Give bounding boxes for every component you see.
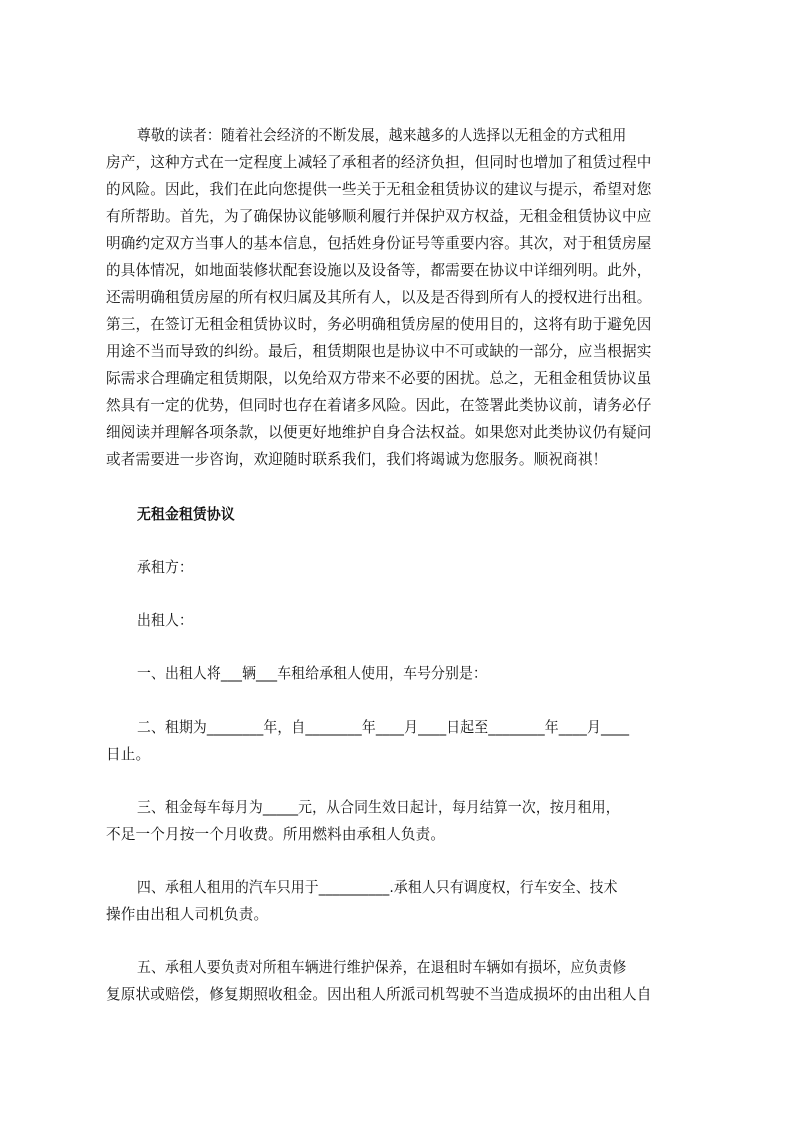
intro-line-2: 房产，这种方式在一定程度上减轻了承租者的经济负担，但同时也增加了租赁过程中: [106, 154, 652, 171]
clause-2-line-1: 二、租期为________年，自________年____月____日起至________年____月____: [137, 719, 630, 736]
intro-line-8: 第三，在签订无租金租赁协议时，务必明确租赁房屋的使用目的，这将有助于避免因: [106, 316, 652, 333]
intro-line-1: 尊敬的读者：随着社会经济的不断发展，越来越多的人选择以无租金的方式租用: [137, 127, 627, 144]
intro-line-5: 明确约定双方当事人的基本信息，包括姓身份证号等重要内容。其次，对于租赁房屋: [106, 235, 652, 252]
intro-line-6: 的具体情况，如地面装修状配套设施以及设备等，都需要在协议中详细列明。此外，: [106, 262, 652, 279]
intro-line-11: 然具有一定的优势，但同时也存在着诸多风险。因此，在签署此类协议前，请务必仔: [106, 397, 652, 414]
intro-line-4: 有所帮助。首先，为了确保协议能够顺利履行并保护双方权益，无租金租赁协议中应: [106, 208, 652, 225]
clause-3-line-1: 三、租金每车每月为_____元，从合同生效日起计，每月结算一次，按月租用，: [137, 799, 620, 816]
lessee-label: 承租方：: [137, 559, 193, 576]
intro-line-13: 或者需要进一步咨询，欢迎随时联系我们，我们将竭诚为您服务。顺祝商祺！: [106, 451, 608, 468]
clause-1: 一、出租人将___辆___车租给承租人使用，车号分别是：: [137, 665, 487, 682]
clause-5-line-1: 五、承租人要负责对所租车辆进行维护保养，在退租时车辆如有损坏，应负责修: [137, 959, 627, 976]
intro-line-9: 用途不当而导致的纠纷。最后，租赁期限也是协议中不可或缺的一部分，应当根据实: [106, 343, 652, 360]
clause-4-line-1: 四、承租人租用的汽车只用于__________.承租人只有调度权，行车安全、技术: [137, 879, 618, 896]
intro-line-12: 细阅读并理解各项条款，以便更好地维护自身合法权益。如果您对此类协议仍有疑问: [106, 424, 652, 441]
clause-3-line-2: 不足一个月按一个月收费。所用燃料由承租人负责。: [106, 826, 446, 843]
intro-line-3: 的风险。因此，我们在此向您提供一些关于无租金租赁协议的建议与提示，希望对您: [106, 181, 652, 198]
contract-title: 无租金租赁协议: [137, 506, 235, 523]
intro-line-10: 际需求合理确定租赁期限，以免给双方带来不必要的困扰。总之，无租金租赁协议虽: [106, 370, 652, 387]
clause-5-line-2: 复原状或赔偿，修复期照收租金。因出租人所派司机驾驶不当造成损坏的由出租人自: [106, 986, 652, 1003]
clause-2-line-2: 日止。: [106, 746, 151, 763]
clause-4-line-2: 操作由出租人司机负责。: [106, 906, 269, 923]
intro-line-7: 还需明确租赁房屋的所有权归属及其所有人，以及是否得到所有人的授权进行出租。: [106, 289, 652, 306]
lessor-label: 出租人：: [137, 612, 193, 629]
